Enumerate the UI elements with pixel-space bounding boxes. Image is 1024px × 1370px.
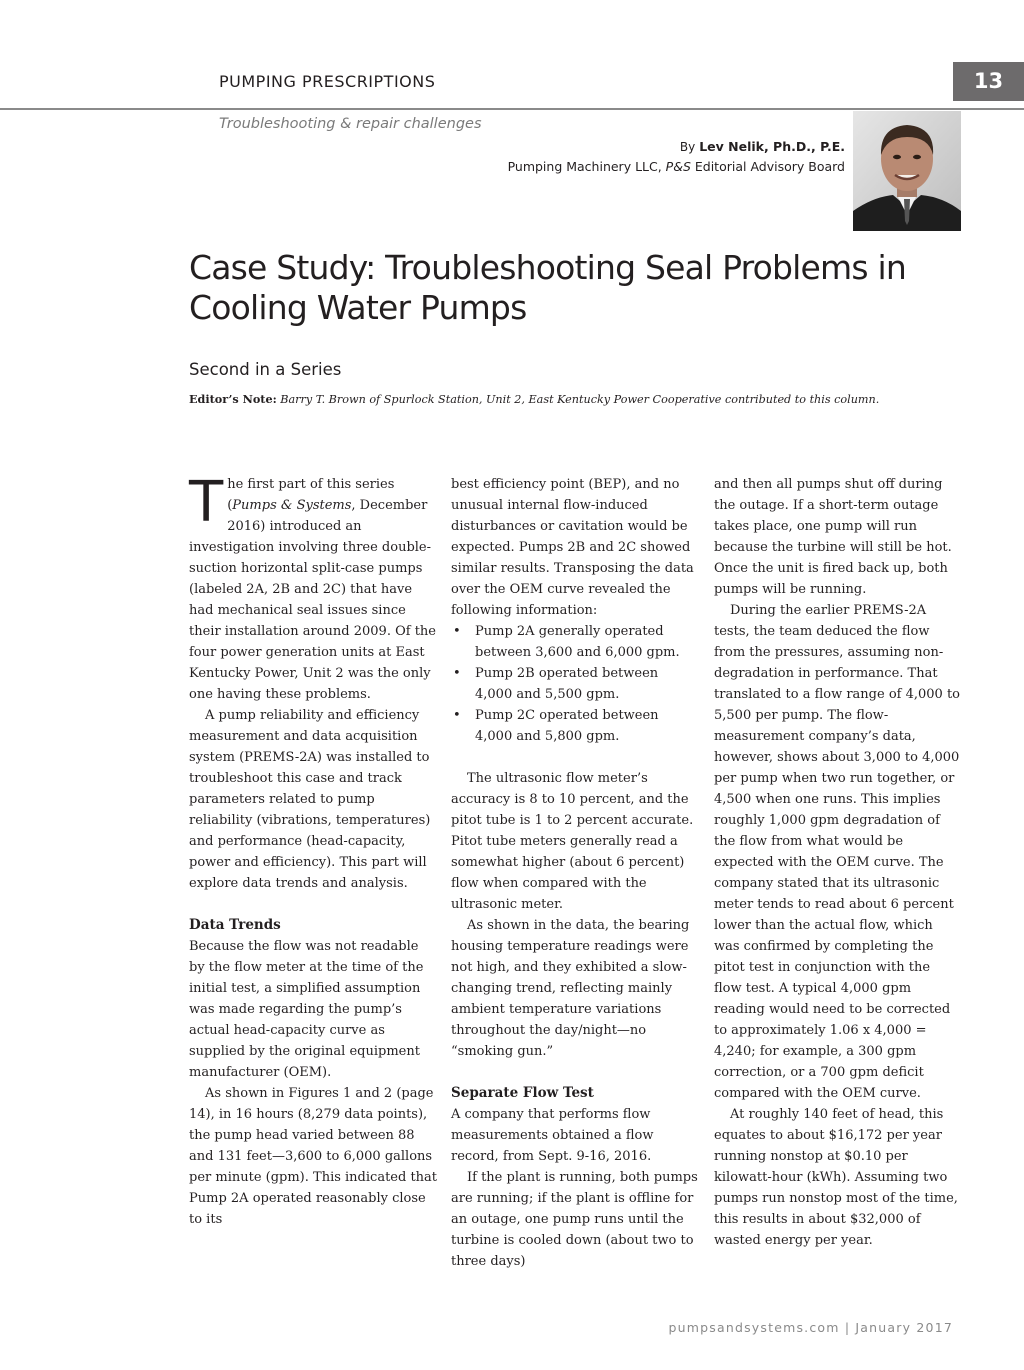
paragraph: During the earlier PREMS-2A tests, the team deduced the flow from the pressures, assuming non-degradation in performance. That translated to a flow range of 4,000 to 5,500 per pump. The flow-measurement company’s data, however, shows about 3,000 to 4,000 per pump when two run together, or 4,500 when one runs. This implies roughly 1,000 gpm degradation of the flow from what would be expected with the OEM curve. The company stated that its ultrasonic meter tends to read about 6 percent lower than the actual flow, which was confirmed by completing the pitot test in conjunction with the flow test. A typical 4,000 gpm reading would need to be corrected to approximately 1.06 x 4,000 = 4,240; for example, a 300 gpm correction, or a 700 gpm deficit compared with the OEM curve. [714, 603, 960, 1101]
editor-note [189, 392, 969, 406]
author-affiliation [508, 157, 845, 177]
list-item: • Pump 2C operated between 4,000 and 5,800 gpm. [451, 705, 699, 747]
paragraph: As shown in Figures 1 and 2 (page 14), in 16 hours (8,279 data points), the pump head varied between 88 and 131 feet—3,600 to 6,000 gallons per minute (gpm). This indicated that Pump 2A operated reasonably close to its [189, 1086, 438, 1227]
series-label: Second in a Series [189, 360, 342, 379]
author-name: Lev Nelik, Ph.D., P.E. [699, 139, 845, 154]
paragraph-text: he first part of this series ( [227, 477, 395, 513]
page-footer [668, 1320, 953, 1335]
page-number: 13 [953, 62, 1024, 101]
affiliation-prefix: Pumping Machinery LLC, [507, 159, 666, 174]
header-rule [0, 108, 1024, 110]
byline [508, 137, 845, 177]
by-label: By [679, 140, 696, 154]
footer-date: January 2017 [855, 1320, 953, 1335]
drop-cap: T [189, 470, 224, 535]
affiliation-magazine: P&S [665, 159, 691, 174]
list-item: • Pump 2A generally operated between 3,600 and 6,000 gpm. [451, 621, 699, 663]
paragraph: best efficiency point (BEP), and no unusual internal flow-induced disturbances or cavitation would be expected. Pumps 2B and 2C showed similar results. Transposing the data over the OEM curve revealed the following information: [451, 477, 694, 618]
paragraph: and then all pumps shut off during the outage. If a short-term outage takes place, one pump will run because the turbine will still be hot. Once the unit is fired back up, both pumps will be running. [714, 477, 952, 597]
column-1 [189, 470, 438, 1230]
author-photo [853, 111, 961, 231]
magazine-title: Pumps & Systems [232, 498, 352, 513]
column-3 [714, 474, 960, 1251]
article-title: Case Study: Troubleshooting Seal Problems in Cooling Water Pumps [189, 248, 906, 327]
paragraph-text: , December 2016) introduced an investigation involving three double-suction horizontal split-case pumps (labeled 2A, 2B and 2C) that have had mechanical seal issues since their installation around 2009. Of the four power generation units at East Kentucky Power, Unit 2 was the only one having these problems. [189, 498, 436, 702]
subheading-separate-flow-test: Separate Flow Test [451, 1085, 594, 1101]
paragraph: Because the flow was not readable by the flow meter at the time of the initial test, a simplified assumption was made regarding the pump’s actual head-capacity curve as supplied by the original equipment manufacturer (OEM). [189, 939, 424, 1080]
column-2 [451, 474, 699, 1272]
bullet-list [451, 621, 699, 747]
footer-separator: | [839, 1320, 856, 1335]
paragraph [189, 470, 437, 705]
list-item: • Pump 2B operated between 4,000 and 5,500 gpm. [451, 663, 699, 705]
paragraph: A company that performs flow measurements obtained a flow record, from Sept. 9-16, 2016. [451, 1107, 654, 1164]
paragraph: As shown in the data, the bearing housing temperature readings were not high, and they exhibited a slow-changing trend, reflecting mainly ambient temperature variations throughout the day/night—no “smoking gun.” [451, 918, 690, 1059]
author-line [508, 137, 845, 157]
editor-note-text: Barry T. Brown of Spurlock Station, Unit 2, East Kentucky Power Cooperative contributed to this column. [276, 393, 880, 406]
affiliation-suffix: Editorial Advisory Board [690, 159, 845, 174]
editor-note-label: Editor’s Note: [189, 392, 277, 406]
paragraph: If the plant is running, both pumps are running; if the plant is offline for an outage, one pump runs until the turbine is cooled down (about two to three days) [451, 1170, 698, 1269]
subheading-data-trends: Data Trends [189, 917, 281, 933]
section-title: PUMPING PRESCRIPTIONS [219, 72, 436, 91]
paragraph: A pump reliability and efficiency measurement and data acquisition system (PREMS-2A) was installed to troubleshoot this case and track parameters related to pump reliability (vibrations, temperatures) and performance (head-capacity, power and efficiency). This part will explore data trends and analysis. [189, 708, 431, 891]
paragraph: The ultrasonic flow meter’s accuracy is 8 to 10 percent, and the pitot tube is 1 to 2 percent accurate. Pitot tube meters generally read a somewhat higher (about 6 percent) flow when compared with the ultrasonic meter. [451, 771, 694, 912]
section-subtitle: Troubleshooting & repair challenges [219, 116, 482, 132]
footer-site: pumpsandsystems.com [668, 1320, 840, 1335]
paragraph: At roughly 140 feet of head, this equates to about $16,172 per year running nonstop at $0.10 per kilowatt-hour (kWh). Assuming two pumps run nonstop most of the time, this results in about $32,000 of wasted energy per year. [714, 1107, 958, 1248]
